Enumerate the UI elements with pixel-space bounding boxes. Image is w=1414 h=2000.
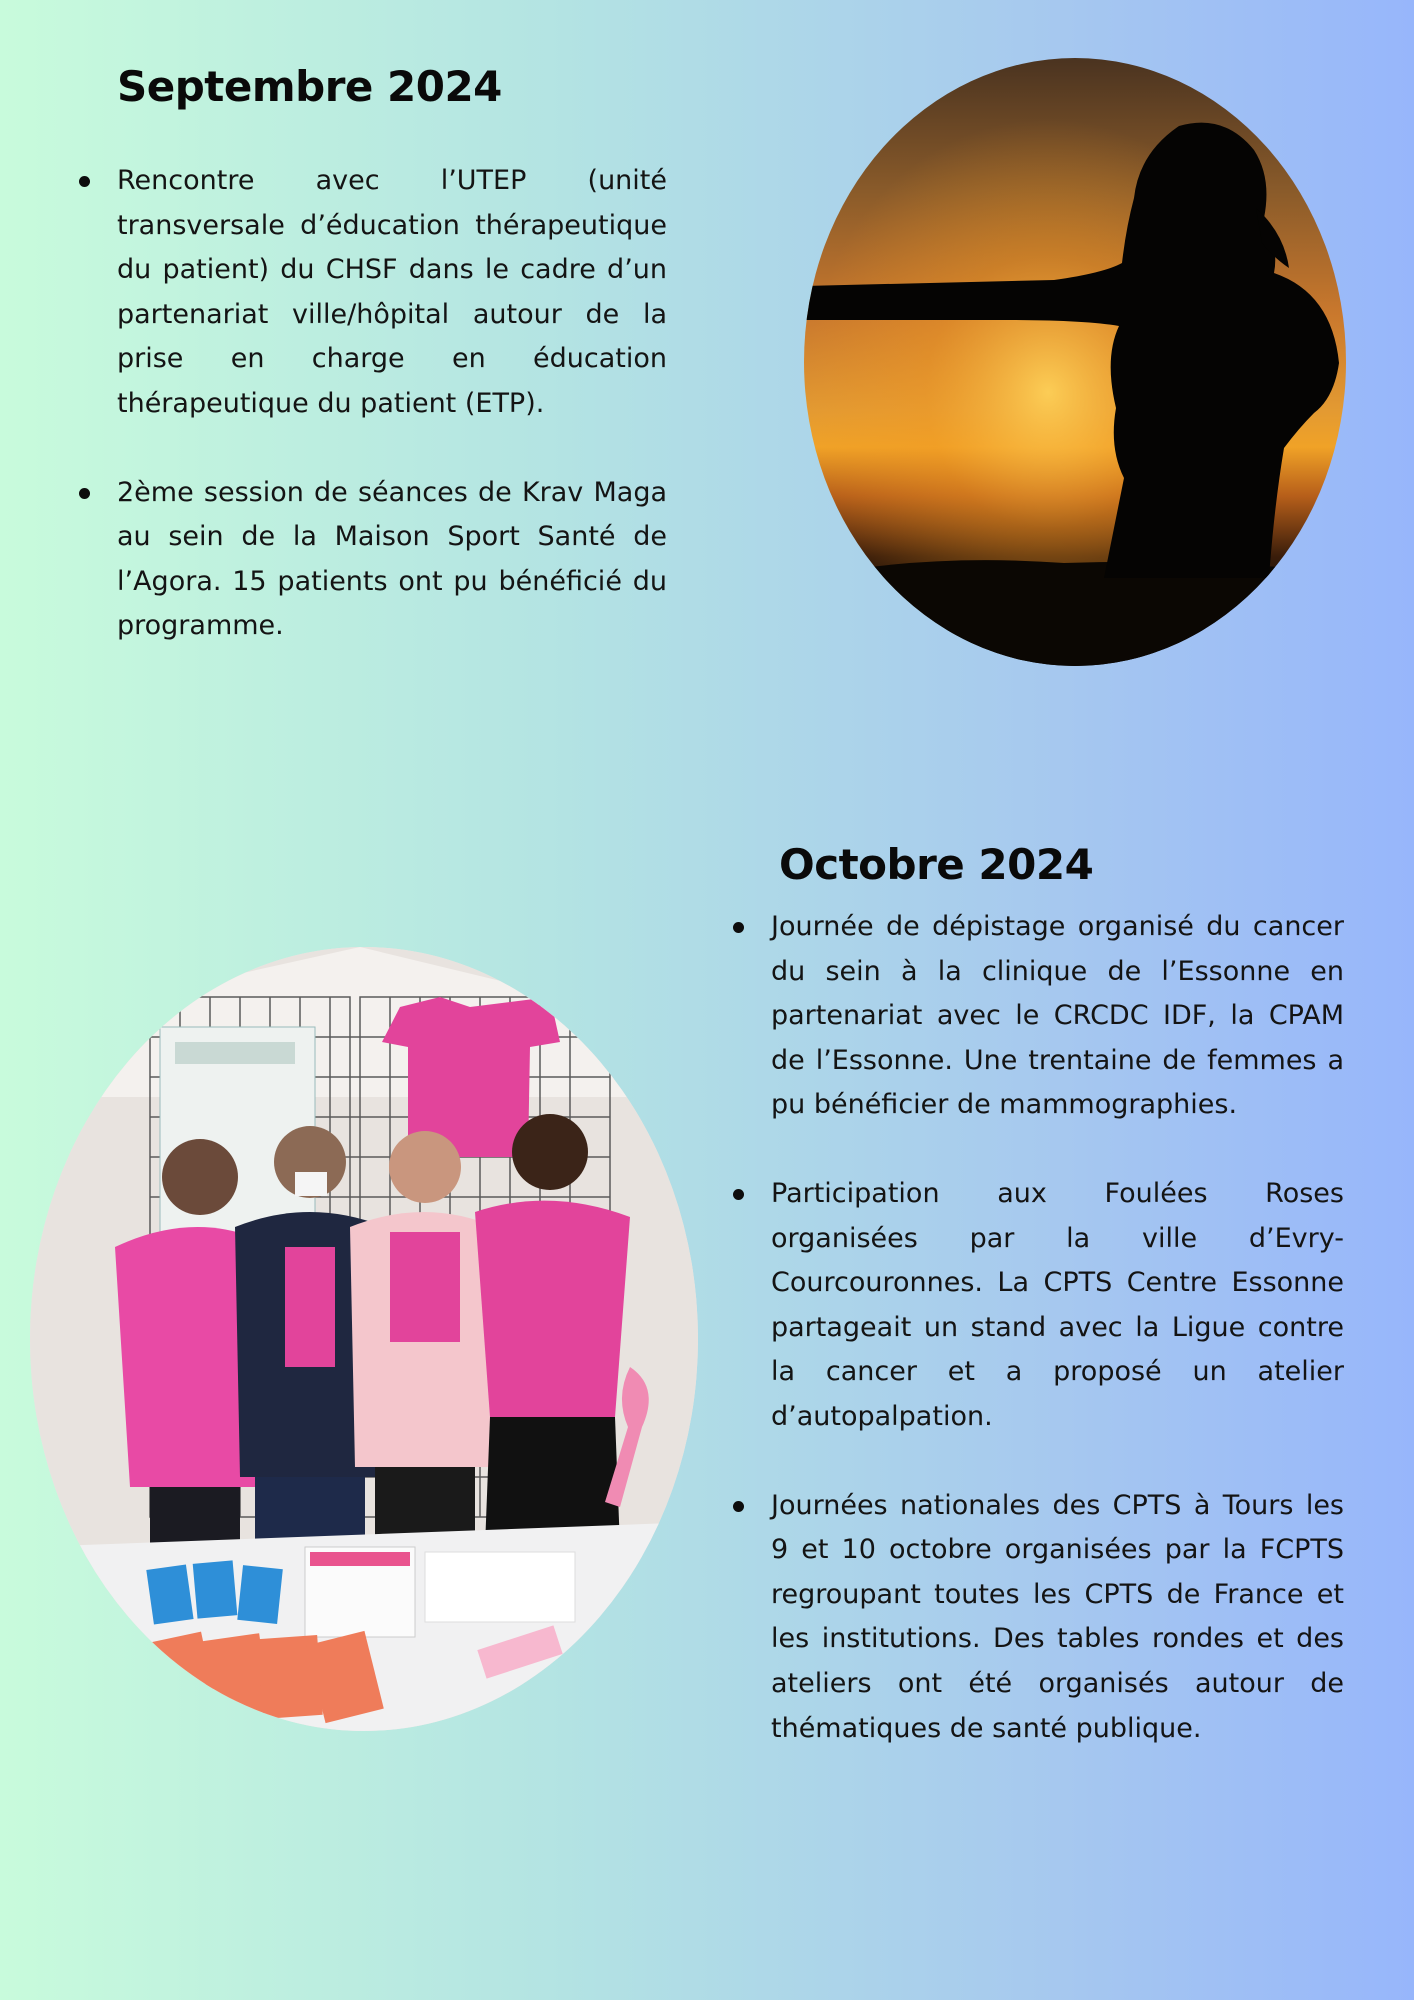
list-item: 2ème session de séances de Krav Maga au sein de la Maison Sport Santé de l’Agora. 15 patients ont pu bénéficié du programme.: [117, 471, 667, 649]
october-event-list: [771, 905, 1344, 1795]
pink-october-stand-photo: [30, 947, 698, 1731]
september-heading: Septembre 2024: [117, 62, 502, 111]
event-stand-icon: [30, 947, 698, 1731]
october-heading: Octobre 2024: [779, 840, 1094, 889]
september-event-list: [117, 159, 667, 693]
silhouette-icon: [804, 58, 1346, 666]
list-item: Participation aux Foulées Roses organisées par la ville d’Evry-Courcouronnes. La CPTS Centre Essonne partageait un stand avec la Ligue contre la cancer et a proposé un atelier d’autopalpation.: [771, 1172, 1344, 1440]
list-item: Rencontre avec l’UTEP (unité transversale d’éducation thérapeutique du patient) du CHSF dans le cadre d’un partenariat ville/hôpital autour de la prise en charge en éducation thérapeutique du patient (ETP).: [117, 159, 667, 427]
list-item: Journée de dépistage organisé du cancer du sein à la clinique de l’Essonne en partenariat avec le CRCDC IDF, la CPAM de l’Essonne. Une trentaine de femmes a pu bénéficier de mammographies.: [771, 905, 1344, 1128]
silhouette-sunset-image: [804, 58, 1346, 666]
list-item: Journées nationales des CPTS à Tours les 9 et 10 octobre organisées par la FCPTS regroupant toutes les CPTS de France et les institutions. Des tables rondes et des ateliers ont été organisés autour de thématiques de santé publique.: [771, 1484, 1344, 1752]
